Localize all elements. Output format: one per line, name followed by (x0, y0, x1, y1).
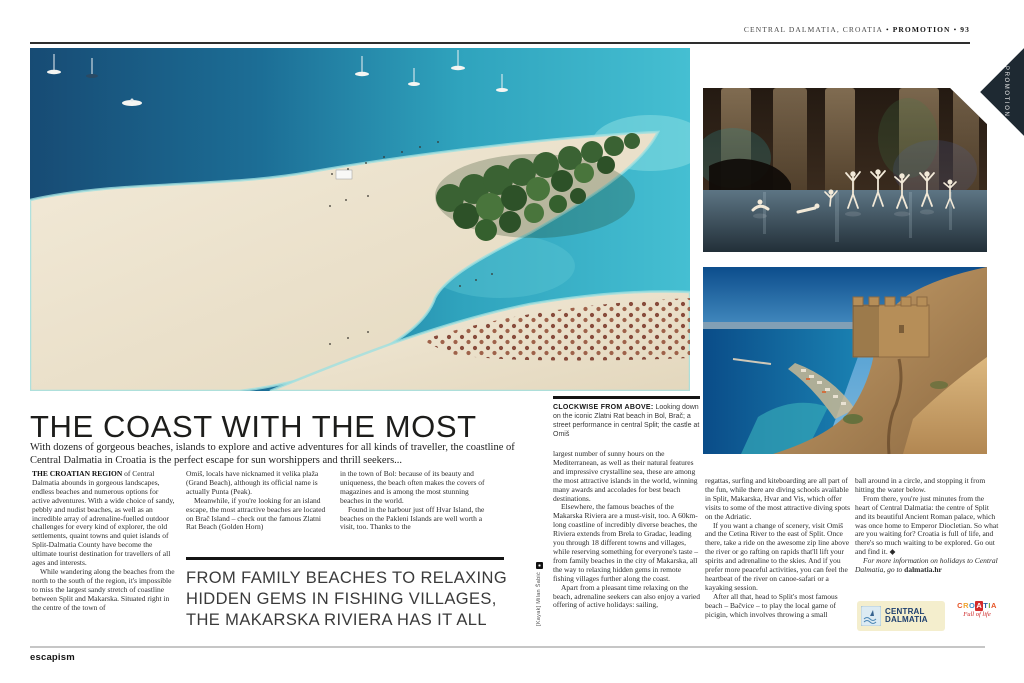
logo-line1: CENTRAL (885, 606, 925, 616)
performance-illustration (703, 88, 987, 252)
photo-caption (553, 403, 700, 439)
camera-icon (536, 562, 543, 569)
caption-label: CLOCKWISE FROM ABOVE: (553, 404, 654, 411)
croatia-logo (949, 601, 1005, 618)
dalmatia-link[interactable]: dalmatia.hr (904, 565, 942, 575)
body-column-2 (186, 470, 331, 532)
info-note (855, 557, 1000, 575)
body-column-1 (32, 470, 177, 613)
central-dalmatia-logo-text (885, 608, 928, 625)
header-kicker-text: CENTRAL DALMATIA, CROATIA (743, 25, 883, 34)
header-separator-2: • (953, 25, 958, 34)
magazine-logo: escapism (30, 652, 75, 663)
header-separator: • (886, 25, 890, 34)
paragraph: If you want a change of scenery, visit Omiš and the Cetina River to the east of Split. Once there, take a ride on the awesome zip line above the river or go rafting on rapids that'll lift your spirits and adrenaline to the skies. And if you prefer more peaceful activities, you can feel the heartbeat of the river on canoe-safari or a kayaking session. (705, 520, 850, 592)
top-rule (30, 42, 970, 44)
paragraph: While wandering along the beaches from the north to the south of the region, it's impossible to miss the largest sandy stretch of coastline between Split and Makarska. Situated right in the centre of the town of (32, 566, 175, 612)
photo-omis-castle (703, 267, 987, 454)
paragraph: largest number of sunny hours on the Mediterranean, as well as their natural features and impressive crystalline sea, these are among the most attractive islands in the world, winning many awards and accolades for best beach destinations. (553, 449, 698, 503)
article-standfirst: With dozens of gorgeous beaches, islands to explore and active adventures for all kinds of traveller, the coastline of Central Dalmatia in Croatia is the perfect escape for sun worshippers and thrill seekers... (30, 441, 515, 467)
croatia-letter: T (983, 601, 989, 610)
croatia-letter: I (988, 601, 991, 610)
castle-illustration (703, 267, 987, 454)
paragraph: in the town of Bol: because of its beauty and uniqueness, the beach often makes the covers of magazines and is among the most stunning beaches in the world. (340, 469, 485, 505)
info-note-text: For more information on holidays to Central Dalmatia, go to (855, 556, 998, 575)
header-section-label: PROMOTION (892, 25, 951, 34)
croatia-wordmark (949, 601, 1005, 611)
paragraph: ball around in a circle, and stopping it from hitting the water below. (855, 476, 986, 494)
paragraph: From there, you're just minutes from the heart of Central Dalmatia: the centre of Split and its beautiful Ancient Roman palace, which was once home to Emperor Diocletian. So what are you waiting for? Croatia is full of life, and there's so much waiting to be explored. Go out and find it. ◆ (855, 493, 999, 557)
article-headline: THE COAST WITH THE MOST (30, 408, 477, 444)
pull-quote: FROM FAMILY BEACHES TO RELAXING HIDDEN GEMS IN FISHING VILLAGES, THE MAKARSKA RIVIERA HAS IT ALL (186, 569, 508, 629)
paragraph (32, 470, 177, 568)
paragraph: Omiš, locals have nicknamed it velika plaža (Grand Beach), although its official name is actually Punta (Peak). (186, 469, 319, 496)
croatia-letter: C (957, 601, 964, 610)
caption-rule (553, 396, 700, 399)
photo-credit (534, 562, 544, 626)
body-column-5 (705, 477, 851, 620)
promotion-corner-tab-label: PROMOTION (1003, 66, 1009, 118)
zlatni-rat-illustration (30, 48, 690, 391)
photo-split-performance (703, 88, 987, 252)
header-page-number: 93 (960, 25, 970, 34)
croatia-letter: A (990, 601, 997, 610)
photo-credit-text: [Kayak] Milan Šabić (536, 572, 542, 626)
paragraph-text: of Central Dalmatia abounds in gorgeous landscapes, endless beaches and numerous options for active adventures. With a wide choice of sandy, pebbly and nudist beaches, as well as an incredible array of adrenaline-fuelled outdoor challenges for every kind of explorer, the old settlements, quaint towns and quiet islands of Split-Dalmatia County have become the ultimate tourist destination for travellers of all ages and interests. (32, 469, 175, 568)
body-column-6 (855, 477, 1000, 575)
page-header (744, 25, 970, 34)
central-dalmatia-logo (857, 601, 945, 631)
croatia-letter: R (963, 601, 969, 610)
fortress-tower (853, 297, 929, 357)
paragraph: After all that, head to Split's most famous beach – Bačvice – to play the local game of picigin, which involves throwing a small (705, 591, 838, 619)
caption-text: Looking down on the iconic Zlatni Rat beach in Bol, Brač; a street performance in central Split; the castle at Omiš (553, 404, 700, 438)
croatia-letter: O (968, 601, 976, 610)
paragraph: Elsewhere, the famous beaches of the Makarska Riviera are a must-visit, too. A 60km-long coastline of incredibly diverse beaches, the Riviera extends from Brela to Gradac, leading you through 18 different towns and villages, while reserving something for everyone's taste – from family beaches in the city of Makarska, all the way to relaxing hidden gems in remote fishing villages further along the coast. (553, 502, 699, 583)
paragraph: Found in the harbour just off Hvar Island, the beaches on the Pakleni Islands are well worth a visit, too. Thanks to the (340, 504, 485, 532)
central-dalmatia-emblem-icon (861, 606, 881, 626)
paragraph: regattas, surfing and kiteboarding are all part of the fun, while there are diving schools available in Split, Makarska, Hvar and Vis, which offer visits to some of the most attractive diving spots on the Adriatic. (705, 476, 850, 521)
paragraph: Meanwhile, if you're looking for an island escape, the most attractive beaches are located on Brač Island – check out the famous Zlatni Rat Beach (Golden Horn) (186, 495, 326, 532)
body-column-4 (553, 450, 700, 610)
photo-zlatni-rat-aerial (30, 48, 690, 391)
pull-quote-rule (186, 557, 504, 560)
footer-rule (30, 646, 985, 648)
lead-in: THE CROATIAN REGION (32, 469, 123, 478)
body-column-3 (340, 470, 485, 532)
logo-line2: DALMATIA (885, 615, 928, 624)
paragraph: Apart from a pleasant time relaxing on the beach, adrenaline seekers can also enjoy a varied offering of active holidays: sailing, (553, 582, 701, 610)
croatia-letter-checker: A (976, 601, 983, 610)
croatia-tagline: Full of life (963, 611, 991, 618)
